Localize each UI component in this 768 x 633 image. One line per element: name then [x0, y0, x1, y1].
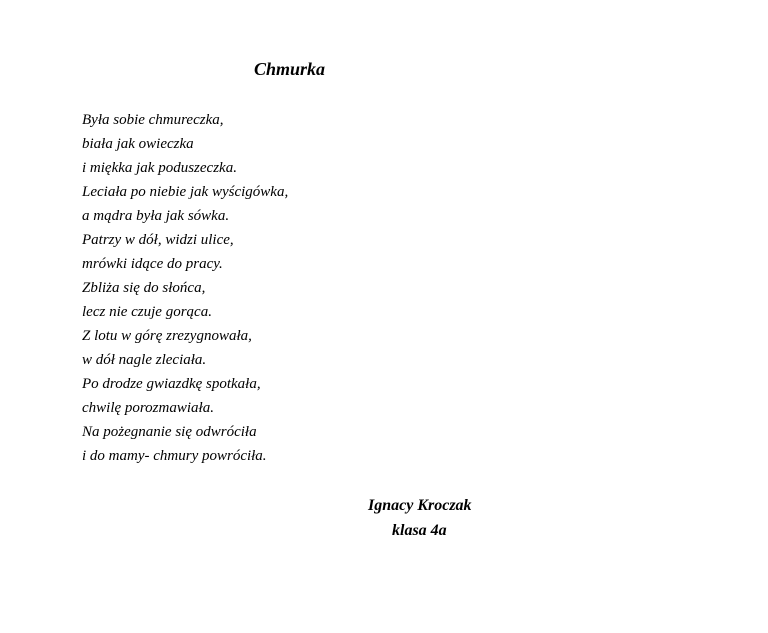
poem-line: w dół nagle zleciała.	[82, 352, 207, 368]
class-label: klasa 4a	[392, 522, 447, 539]
poem-line: Patrzy w dół, widzi ulice,	[82, 232, 234, 248]
author-name: Ignacy Kroczak	[368, 497, 472, 514]
poem-body	[82, 108, 288, 468]
poem-line: Była sobie chmureczka,	[82, 112, 224, 128]
poem-line: chwilę porozmawiała.	[82, 400, 214, 416]
poem-line: i do mamy- chmury powróciła.	[82, 448, 267, 464]
poem-line: Po drodze gwiazdkę spotkała,	[82, 376, 261, 392]
poem-line: a mądra była jak sówka.	[82, 208, 230, 224]
poem-line: Zbliża się do słońca,	[82, 280, 206, 296]
poem-line: i miękka jak poduszeczka.	[82, 160, 237, 176]
poem-line: Z lotu w górę zrezygnowała,	[82, 328, 252, 344]
poem-line: Na pożegnanie się odwróciła	[82, 424, 257, 440]
poem-line: Leciała po niebie jak wyścigówka,	[82, 184, 289, 200]
poem-line: biała jak owieczka	[82, 136, 194, 152]
poem-title: Chmurka	[254, 59, 326, 79]
poem-line: mrówki idące do pracy.	[82, 256, 223, 272]
poem-line: lecz nie czuje gorąca.	[82, 304, 212, 320]
